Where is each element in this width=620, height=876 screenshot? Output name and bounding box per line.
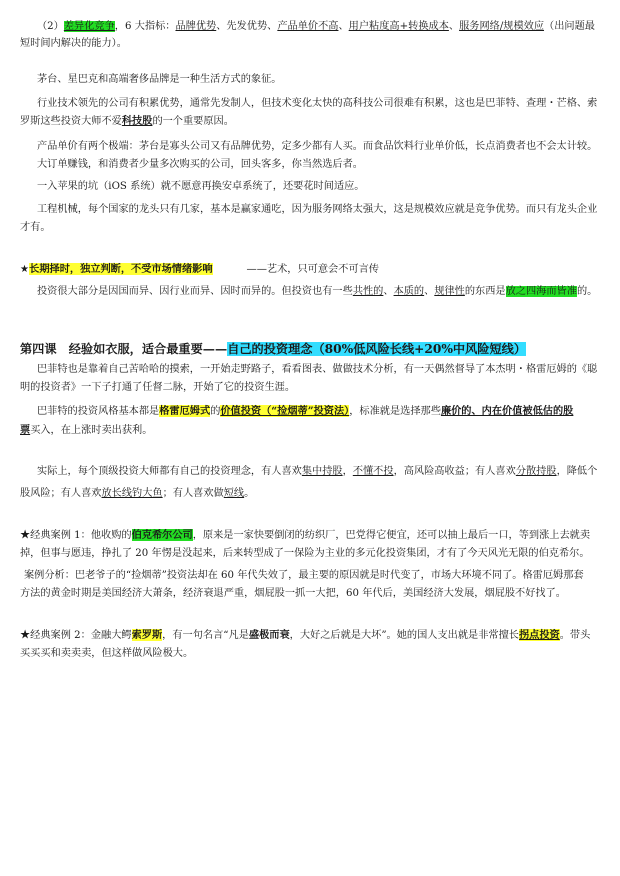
underline-understand: 不懂不投 [352, 466, 394, 477]
para-machinery-line1: 工程机械，每个国家的龙头只有几家，基本是赢家通吃，因为服务网络太强大，这是规模效应就是竞争优势。而只有龙头企业 [37, 204, 598, 215]
text: 的一个重要原因。 [152, 116, 234, 127]
text: ，标准就是选择那些 [349, 406, 441, 417]
text: 股风险；有人喜欢 [20, 488, 102, 499]
underline-network: 服务网络/规模效应 [459, 21, 545, 32]
text: 投资很大部分是因国而异、因行业而异、因时而异的。但投资也有一些 [37, 286, 353, 297]
highlight-berkshire: 伯克希尔公司 [131, 529, 193, 541]
underline-undervalued: 廉价的、内在价值被低估的股 [440, 405, 574, 417]
text: 的东西是 [464, 286, 506, 297]
underline-regular: 规律性 [434, 286, 465, 297]
highlight-turning-point: 拐点投资 [518, 629, 560, 641]
para-buffett-line2: 明的投资者》一下子打通了任督二脉，开始了它的投资生涯。 [20, 382, 296, 393]
para-buffett-line1: 巴菲特也是靠着自己苦哈哈的摸索，一开始走野路子，看看图表、做做技术分析，有一天偶然督导了本杰明・格雷厄姆的《聪 [37, 364, 598, 375]
text: 、先发优势、 [216, 21, 278, 32]
text: 。带头 [559, 630, 591, 641]
text: 实际上，每个顶级投资大师都有自己的投资理念，有人喜欢 [37, 466, 302, 477]
para-differentiation-line2: 短时间内解决的能力）。 [20, 38, 127, 49]
case-one-analysis-line1: 案例分析：巴老爷子的“捡烟蒂”投资法却在 60 年代失效了，最主要的原因就是时代变了，市场大环境不同了。格雷厄姆那套 [24, 570, 584, 581]
heading-text: 第四课 经验如衣服，适合最重要—— [20, 342, 228, 356]
case-two-line2: 买买买和卖卖卖，但这样做风险极大。 [20, 648, 194, 659]
highlight-value-investing: 价值投资（“捡烟蒂”投资法） [220, 405, 350, 417]
text: 巴菲特的投资风格基本都是 [37, 406, 160, 417]
para-apple: 一入苹果的坑（iOS 系统）就不愿意再换安卓系统了，还要花时间适应。 [37, 181, 365, 192]
underline-tech-stock: 科技股 [121, 115, 153, 127]
highlight-universal: 放之四海而皆准 [505, 286, 577, 297]
case-two-line1 [20, 628, 606, 643]
highlight-graham: 格雷厄姆式 [159, 405, 211, 417]
underline-diversified: 分散持股 [515, 466, 557, 477]
text: 的 [210, 406, 221, 417]
text: ，6 大指标： [114, 21, 176, 32]
para-lifestyle: 茅台、星巴克和高端奢侈品牌是一种生活方式的象征。 [37, 74, 282, 85]
para-masters-line1 [37, 464, 606, 479]
underline-stickiness: 用户粘度高+转换成本 [348, 21, 449, 32]
underline-short-line: 短线 [223, 488, 245, 499]
para-masters-line2 [20, 486, 606, 501]
highlight-soros: 索罗斯 [131, 629, 163, 641]
text: 罗斯这些投资大师不爱 [20, 116, 122, 127]
text: ——艺术，只可意会不可言传 [246, 264, 379, 275]
text: 、 [424, 286, 435, 297]
text: （出问题最 [544, 21, 595, 32]
text: 买入，在上涨时卖出获利。 [30, 425, 153, 436]
para-investment-common [37, 284, 606, 299]
para-buffett-style-line2 [20, 423, 606, 438]
text: 的。 [576, 286, 598, 297]
para-machinery-line2: 才有。 [20, 222, 51, 233]
para-differentiation-line1 [37, 19, 606, 34]
text: 。 [244, 488, 255, 499]
case-one-analysis-line2: 方法的黄金时期是美国经济大萧条，经济衰退严重，烟屁股一抓一大把，60 年代后，美国经济大发展，烟屁股不好找了。 [20, 588, 566, 599]
text: ★经典案例 2：金融大鳄 [20, 630, 132, 641]
text: ★经典案例 1：他收购的 [20, 530, 132, 541]
case-one-line2: 掉，但事与愿违，挣扎了 20 年愣是没起来，后来转型成了一保险为主业的多元化投资集团，才有了今天风光无限的伯克希尔。 [20, 548, 590, 559]
para-big-orders: 大订单赚钱，和消费者少量多次购买的公司，回头客多，你当然选后者。 [37, 159, 363, 170]
text: （2） [37, 21, 64, 32]
bold-rise-fall: 盛极而衰 [248, 629, 290, 641]
star-timing [20, 262, 606, 277]
underline-long-line: 放长线钓大鱼 [101, 488, 163, 499]
highlight-differentiation: 差异化竞争 [63, 21, 115, 32]
underline-common: 共性的 [352, 286, 384, 297]
para-buffett-style-line1 [37, 404, 606, 419]
underline-concentrated: 集中持股 [301, 466, 343, 477]
text: ，大好之后就是大坏”。她的国人支出就是非常擅长 [289, 630, 519, 641]
underline-brand: 品牌优势 [175, 21, 217, 32]
highlight-philosophy: 自己的投资理念（80%低风险长线+20%中风险短线） [227, 342, 527, 356]
para-price-extremes: 产品单价有两个极端：茅台是寡头公司又有品牌优势，定多少都有人买。而食品饮料行业单价低，长点消费者也不会太计较。 [37, 141, 598, 152]
text: ，降低个 [556, 466, 598, 477]
underline-essential: 本质的 [393, 286, 425, 297]
para-tech-line1: 行业技术领先的公司有积累优势，通常先发制人，但技术变化太快的高科技公司很难有积累，这也是巴菲特、查理・芒格、索 [37, 98, 598, 109]
underline-stock: 票 [20, 424, 31, 436]
star-icon: ★ [20, 264, 30, 275]
para-tech-line2 [20, 114, 606, 129]
underline-price: 产品单价不高 [277, 21, 339, 32]
text: ；有人喜欢做 [162, 488, 224, 499]
text: 、 [448, 21, 460, 32]
text: ，原来是一家快要倒闭的纺织厂，巴党得它便宜，还可以抽上最后一口，等到涨上去就卖 [192, 530, 591, 541]
lesson-four-heading [20, 340, 606, 358]
highlight-timing: 长期择时，独立判断，不受市场情绪影响 [29, 263, 213, 275]
text: ，有一句名言“凡是 [162, 630, 249, 641]
text: ， [342, 466, 353, 477]
case-one-line1 [20, 528, 606, 543]
text: ，高风险高收益；有人喜欢 [393, 466, 516, 477]
text: 、 [338, 21, 349, 32]
text: 、 [383, 286, 394, 297]
